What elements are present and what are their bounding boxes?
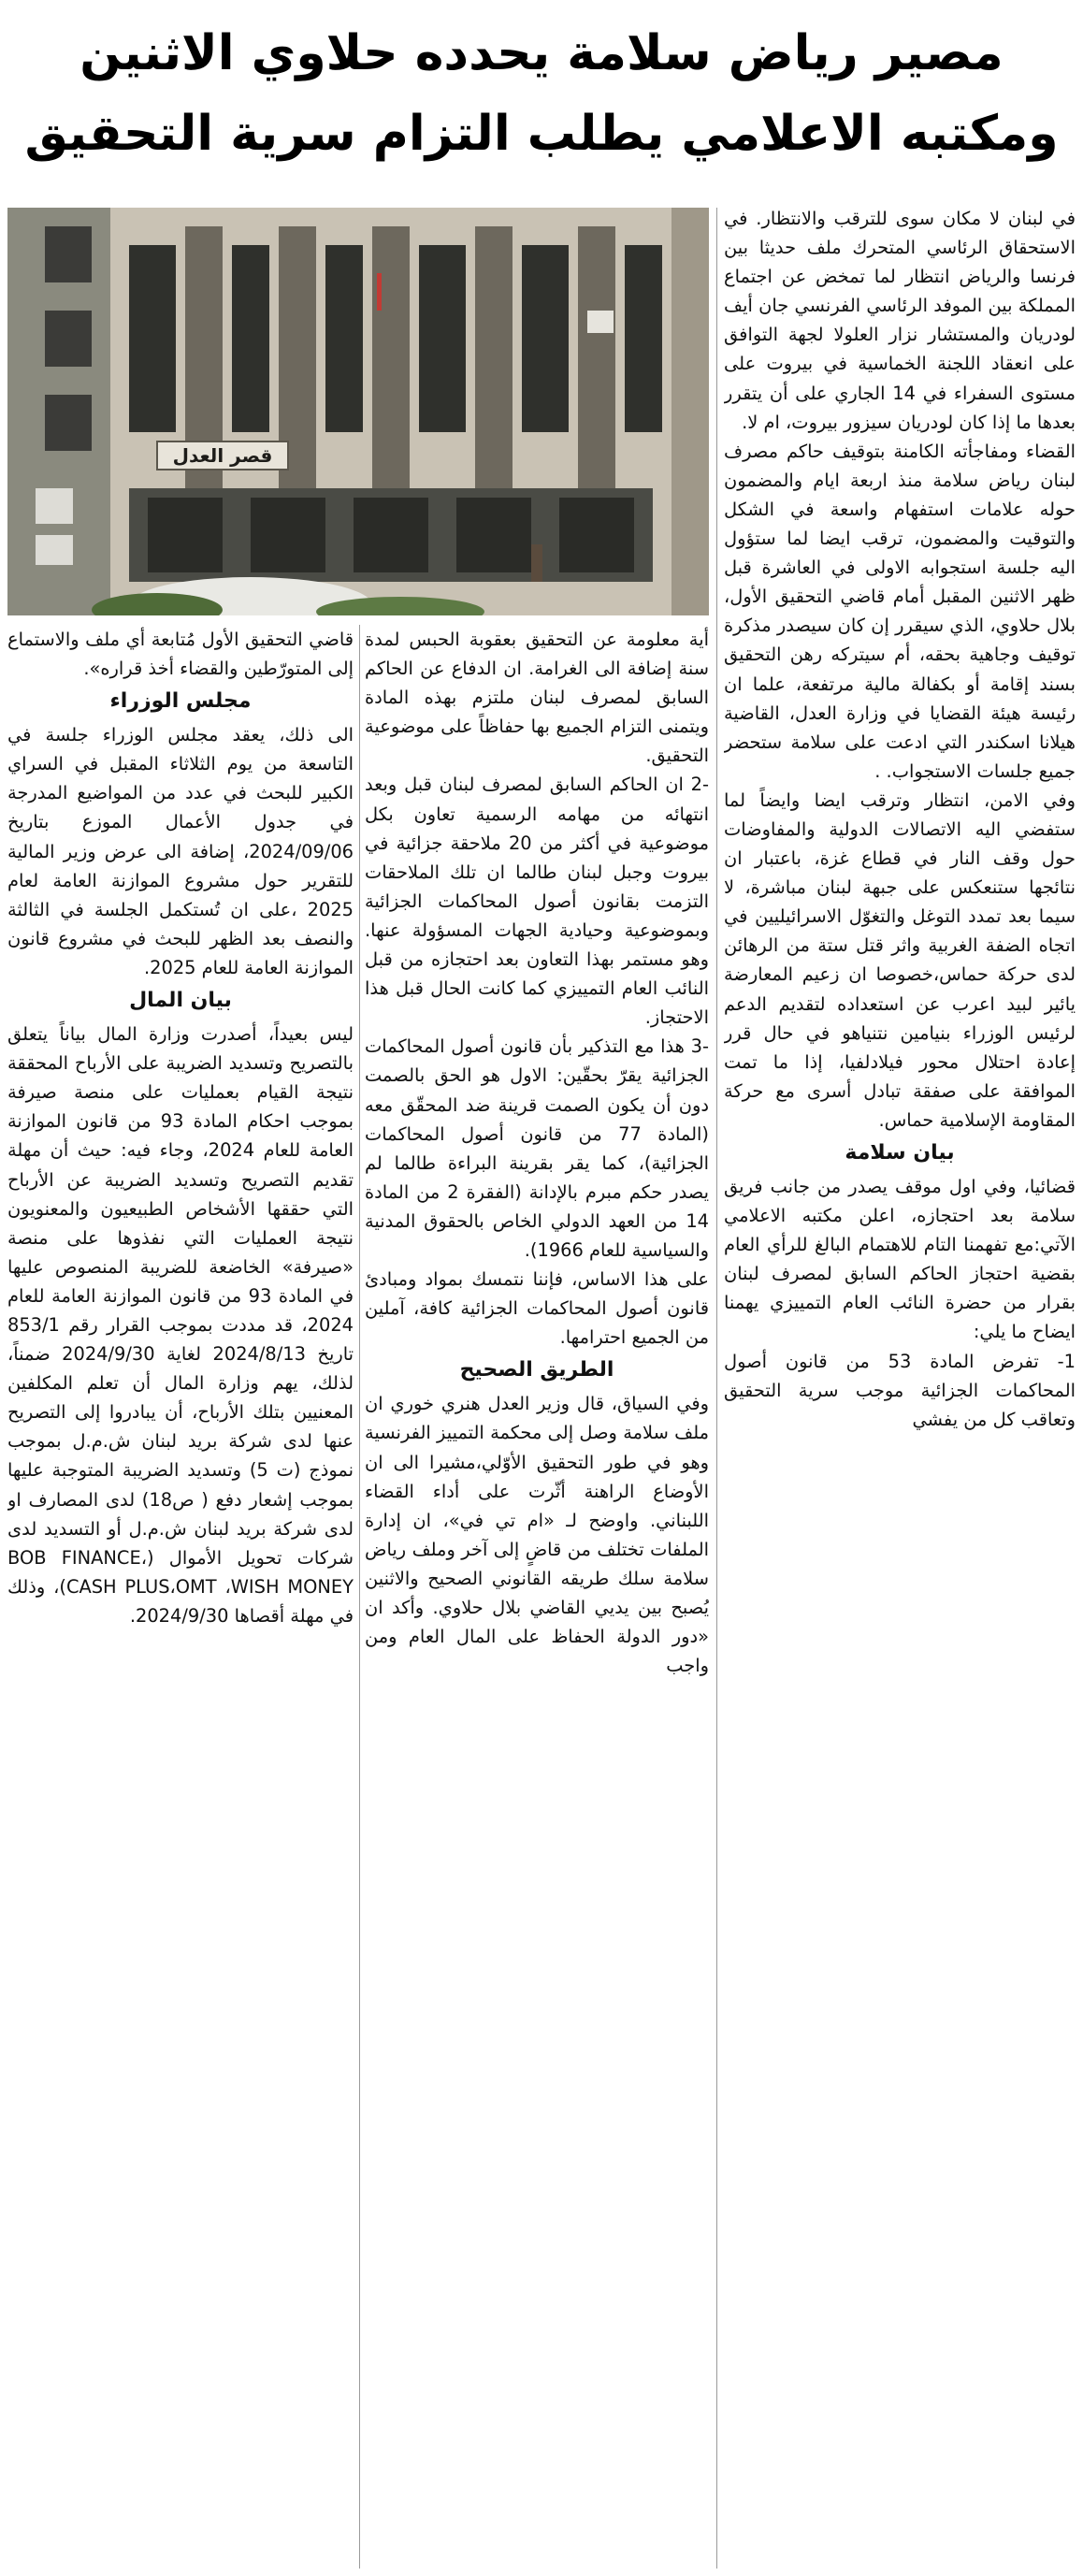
- paragraph: 1- تفرض المادة 53 من قانون أصول المحاكمات الجزائية موجب سرية التحقيق وتعاقب كل من يفشي: [724, 1350, 1076, 1430]
- paragraph: -2 ان الحاكم السابق لمصرف لبنان قبل وبعد انتهائه من مهامه الرسمية تعاون بكل موضوعية في أكثر من 20 ملاحقة جزائية في بيروت وجبل لبنان طالما ان تلك الملاحقات التزمت بقانون أصول المحاكمات الجزائية وبموضوعية وحيادية الجهات المسؤولة عنها. وهو مستمر بهذا التعاون بعد احتجازه من قبل النائب العام التمييزي كما كانت الحال قبل هذا الاحتجاز.: [365, 774, 709, 1029]
- article-column-middle: [365, 625, 709, 2570]
- paragraph: ليس بعيداً، أصدرت وزارة المال بياناً يتعلق بالتصريح وتسديد الضريبة على الأرباح المحققة نتيجة القيام بعمليات على منصة صيرفة بموجب احكام المادة 93 من قانون الموازنة العامة للعام 2024، وجاء فيه: حيث أن مهلة تقديم التصريح وتسديد الضريبة عن الأرباح التي حققها الأشخاص الطبيعيون والمعنويون نتيجة العمليات التي نفذوها على منصة «صيرفة» الخاضعة للضريبة المنصوص عليها في المادة 93 من قانون الموازنة العامة للعام 2024، قد مددت بموجب القرار رقم 853/1 تاريخ 2024/8/13 لغاية 2024/9/30 ضمناً، لذلك، يهم وزارة المال أن تعلم المكلفين المعنيين بتلك الأرباح، أن يبادروا إلى التصريح عنها لدى شركة بريد لبنان ش.م.ل بموجب نموذج (ت 5) وتسديد الضريبة المتوجبة عليها بموجب إشعار دفع ( ص18) لدى المصارف او لدى شركة بريد لبنان ش.م.ل أو التسديد لدى شركات تحويل الأموال (BOB FINANCE، CASH PLUS،OMT ،WISH MONEY)، وذلك في مهلة أقصاها 2024/9/30.: [7, 1023, 354, 1627]
- headline-line-2: ومكتبه الاعلامي يطلب التزام سرية التحقيق: [24, 106, 1059, 162]
- paragraph: أية معلومة عن التحقيق بعقوبة الحبس لمدة سنة إضافة الى الغرامة. ان الدفاع عن الحاكم السابق لمصرف لبنان ملتزم بهذه المادة ويتمنى التزام الجميع بها حفاظاً على موضوعية التحقيق.: [365, 629, 709, 767]
- paragraph: -3 هذا مع التذكير بأن قانون أصول المحاكمات الجزائية يقرّ بحقّين: الاول هو الحق بالصمت دون أن يكون الصمت قرينة ضد المحقّق معه (المادة 77 من قانون أصول المحاكمات الجزائية)، كما يقر بقرينة البراءة طالما لم يصدر حكم مبرم بالإدانة (الفقرة 2 من المادة 14 من العهد الدولي الخاص بالحقوق المدنية والسياسية للعام 1966).: [365, 1035, 709, 1261]
- subheading: بيان المال: [129, 989, 232, 1013]
- paragraph: وفي الامن، انتظار وترقب ايضا وايضاً لما ستفضي اليه الاتصالات الدولية والمفاوضات حول وقف النار في قطاع غزة، باعتبار ان نتائجها ستنعكس على جبهة لبنان مباشرة، لا سيما بعد تمدد التوغل والتغوّل الاسرائيليين في اتجاه الضفة الغربية واثر قتل ستة من الرهائن لدى حركة حماس،خصوصا ان زعيم المعارضة يائير لبيد اعرب عن استعداده لتقديم الدعم لرئيس الوزراء بنيامين نتنياهو في حال قرر إعادة احتلال محور فيلادلفيا، إذا ما تمت الموافقة على صفقة تبادل أسرى مع حركة المقاومة الإسلامية حماس.: [724, 789, 1076, 1131]
- courthouse-photo: [7, 208, 709, 615]
- column-rule-right: [716, 208, 717, 2569]
- article-column-right: [724, 204, 1076, 2570]
- sign-text: قصر العدل: [172, 444, 273, 467]
- subheading: الطريق الصحيح: [459, 1358, 614, 1382]
- article-column-left: [7, 625, 354, 2570]
- subheading: بيان سلامة: [845, 1141, 955, 1165]
- paragraph: وفي السياق، قال وزير العدل هنري خوري ان ملف سلامة وصل إلى محكمة التمييز الفرنسية وهو في طور التحقيق الأوّلي،مشيرا الى ان الأوضاع الراهنة أثّرت على أداء القضاء اللبناني. واوضح لـ «ام تي في»، ان إدارة الملفات تختلف من قاضٍ إلى آخر وملف رياض سلامة سلك طريقه القانوني الصحيح والاثنين يُصبح بين يديي القاضي بلال حلاوي. وأكد ان «دور الدولة الحفاظ على المال العام ومن واجب: [365, 1393, 709, 1677]
- paragraph: في لبنان لا مكان سوى للترقب والانتظار. في الاستحقاق الرئاسي المتحرك ملف حديثا بين فرنسا والرياض انتظار لما تمخض عن اجتماع المملكة بين الموفد الرئاسي الفرنسي جان أيف لودريان والمستشار نزار العلولا لجهة التوافق على انعقاد اللجنة الخماسية في بيروت على مستوى السفراء في 14 الجاري على أن يتقرر بعدها ما إذا كان لودريان سيزور بيروت، ام لا.: [724, 208, 1076, 433]
- subheading: مجلس الوزراء: [109, 689, 252, 714]
- column-rule-left: [359, 625, 360, 2569]
- paragraph: قاضي التحقيق الأول مُتابعة أي ملف والاستماع إلى المتورّطين والقضاء أخذ قراره».: [7, 629, 354, 680]
- paragraph: قضائيا، وفي اول موقف يصدر من جانب فريق سلامة بعد احتجازه، اعلن مكتبه الاعلامي الآتي:مع تفهمنا التام للاهتمام البالغ للرأي العام بقضية احتجاز الحاكم السابق لمصرف لبنان بقرار من حضرة النائب العام التمييزي يهمنا ايضاح ما يلي:: [724, 1176, 1076, 1343]
- headline-line-1: مصير رياض سلامة يحدده حلاوي الاثنين: [79, 25, 1004, 81]
- paragraph: على هذا الاساس، فإننا نتمسك بمواد ومبادئ قانون أصول المحاكمات الجزائية كافة، آملين من الجميع احترامها.: [365, 1268, 709, 1349]
- paragraph: الى ذلك، يعقد مجلس الوزراء جلسة في التاسعة من يوم الثلاثاء المقبل في السراي الكبير للبحث في عدد من المواضيع المدرجة في جدول الأعمال الموزع بتاريخ 2024/09/06، إضافة الى عرض وزير المالية للتقرير حول مشروع الموازنة العامة لعام 2025 ،على ان تُستكمل الجلسة في الثالثة والنصف بعد الظهر للبحث في مشروع قانون الموازنة العامة للعام 2025.: [7, 724, 354, 978]
- paragraph: القضاء ومفاجأته الكامنة بتوقيف حاكم مصرف لبنان رياض سلامة منذ اربعة ايام والمضمون حوله علامات استفهام واسعة في الشكل والتوقيت والمضمون، ترقب ايضا لما ستؤول اليه جلسة استجوابه الاولى في العاشرة قبل ظهر الاثنين المقبل أمام قاضي التحقيق الأول، بلال حلاوي، الذي سيقرر إن كان سيصدر مذكرة توقيف وجاهية بحقه، أم سيتركه رهن التحقيق بسند إقامة أو بكفالة مالية مرتفعة، علما ان رئيسة هيئة القضايا في وزارة العدل، القاضية هيلانا اسكندر التي ادعت على سلامة ستحضر جميع جلسات الاستجواب. .: [724, 440, 1076, 782]
- headline: [19, 13, 1064, 187]
